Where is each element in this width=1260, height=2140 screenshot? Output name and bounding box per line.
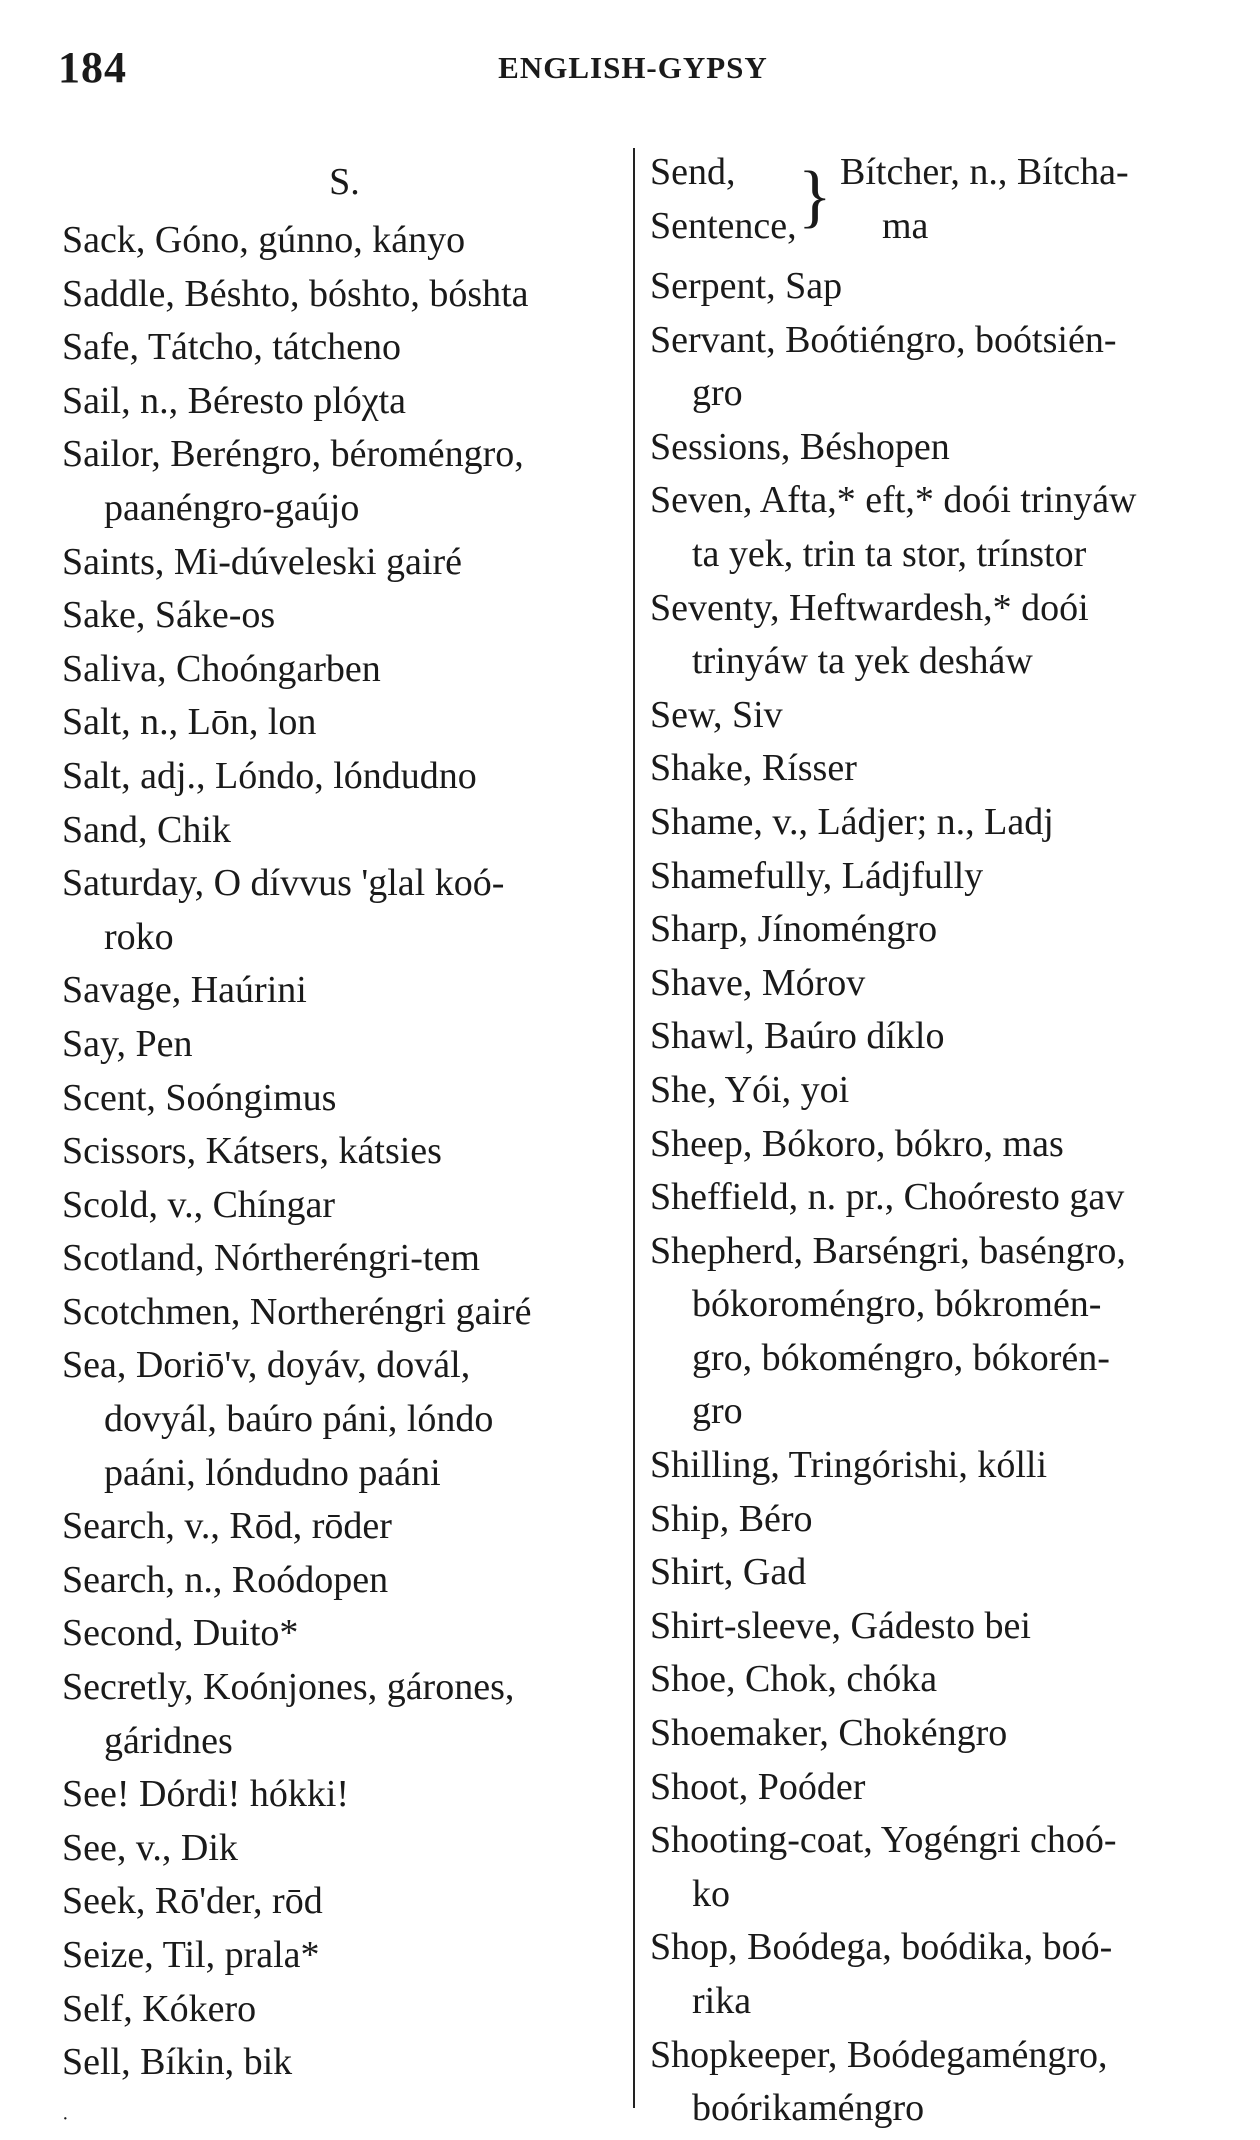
dictionary-entry: Shilling, Tringórishi, kólli	[650, 1444, 1047, 1487]
dictionary-entry: Scent, Soóngimus	[62, 1076, 337, 1119]
dictionary-entry: Saddle, Béshto, bóshto, bóshta	[62, 272, 529, 315]
dictionary-entry: Shepherd, Barséngri, baséngro,	[650, 1229, 1126, 1272]
page-number: 184	[58, 43, 127, 92]
dictionary-entry: Secretly, Koónjones, gárones,	[62, 1666, 515, 1709]
dictionary-entry: Shave, Mórov	[650, 961, 866, 1004]
left-entries	[62, 214, 627, 2090]
dictionary-entry: Saints, Mi-dúveleski gairé	[62, 540, 462, 583]
entry-continuation-line: paáni, lóndudno paáni	[104, 1451, 441, 1494]
entry-continuation-line: ko	[692, 1872, 730, 1915]
bracketed-entry	[650, 146, 1210, 260]
entry-continuation-line: ta yek, trin ta stor, trínstor	[692, 532, 1087, 575]
dictionary-entry: Shame, v., Ládjer; n., Ladj	[650, 800, 1054, 843]
dictionary-entry: Shooting-coat, Yogéngri choó-	[650, 1819, 1117, 1862]
dictionary-entry: Shawl, Baúro díklo	[650, 1015, 945, 1058]
dictionary-entry: Seek, Rō'der, rōd	[62, 1880, 323, 1923]
dictionary-entry: Sack, Góno, gúnno, kányo	[62, 219, 466, 261]
section-letter: S.	[329, 161, 360, 203]
entry-continuation-line: dovyál, baúro páni, lóndo	[104, 1398, 494, 1441]
left-column	[62, 146, 627, 2090]
column-divider	[633, 148, 635, 2108]
dictionary-entry: Shamefully, Ládjfully	[650, 854, 984, 897]
dictionary-entry: Sand, Chik	[62, 808, 231, 851]
curly-bracket: }	[798, 158, 832, 235]
dictionary-entry: Sheffield, n. pr., Choóresto gav	[650, 1176, 1125, 1219]
entry-continuation-line: gáridnes	[104, 1719, 233, 1762]
page-header	[58, 42, 1208, 102]
bracket-term-send: Send,	[650, 151, 736, 193]
dictionary-entry: Salt, n., Lōn, lon	[62, 701, 317, 744]
dictionary-entry: Sell, Bíkin, bik	[62, 2041, 293, 2084]
dictionary-entry: Seventy, Heftwardesh,* doói	[650, 586, 1089, 629]
running-head: ENGLISH-GYPSY	[498, 50, 768, 85]
dictionary-entry: See! Dórdi! hókki!	[62, 1773, 350, 1816]
dictionary-entry: She, Yói, yoi	[650, 1068, 850, 1111]
dictionary-entry: Sea, Doriō'v, doyáv, dovál,	[62, 1344, 471, 1387]
entry-continuation-line: roko	[104, 915, 174, 958]
dictionary-entry: Shake, Rísser	[650, 747, 857, 790]
entry-continuation-line: bókoroméngro, bókromén-	[692, 1283, 1102, 1326]
dictionary-entry: Saliva, Choóngarben	[62, 647, 381, 690]
bracket-definition-line1: Bítcher, n., Bítcha-	[840, 151, 1129, 193]
dictionary-entry: Shirt, Gad	[650, 1551, 807, 1594]
entry-continuation-line: gro	[692, 1390, 743, 1433]
dictionary-entry: Shirt-sleeve, Gádesto bei	[650, 1604, 1031, 1647]
dictionary-entry: Search, v., Rōd, rōder	[62, 1505, 392, 1548]
entry-continuation-line: gro, bókoméngro, bókorén-	[692, 1336, 1110, 1379]
dictionary-entry: Sew, Siv	[650, 693, 783, 736]
bracket-term-sentence: Sentence,	[650, 204, 797, 247]
dictionary-entry: Scissors, Kátsers, kátsies	[62, 1130, 442, 1173]
dictionary-entry: Sake, Sáke-os	[62, 594, 276, 637]
dictionary-entry: Serpent, Sap	[650, 265, 843, 307]
dictionary-entry: Say, Pen	[62, 1022, 193, 1065]
dictionary-entry: Self, Kókero	[62, 1987, 257, 2030]
entry-continuation-line: trinyáw ta yek desháw	[692, 640, 1033, 683]
dictionary-entry: Shop, Boódega, boódika, boó-	[650, 1926, 1113, 1969]
dictionary-entry: Sailor, Beréngro, béroméngro,	[62, 433, 524, 476]
dictionary-entry: Seize, Til, prala*	[62, 1934, 320, 1976]
dictionary-entry: Scotland, Nórtheréngri-tem	[62, 1237, 480, 1280]
dictionary-entry: Shoot, Poóder	[650, 1765, 866, 1808]
entry-continuation-line: rika	[692, 1980, 752, 2022]
dictionary-entry: Shoe, Chok, chóka	[650, 1658, 938, 1701]
dictionary-entry: Salt, adj., Lóndo, lóndudno	[62, 754, 477, 797]
dictionary-entry: Savage, Haúrini	[62, 969, 307, 1012]
dictionary-entry: See, v., Dik	[62, 1826, 238, 1869]
dictionary-entry: Servant, Boótiéngro, boótsién-	[650, 318, 1117, 361]
dictionary-entry: Sessions, Béshopen	[650, 425, 950, 468]
dictionary-entry: Sharp, Jínoméngro	[650, 908, 938, 951]
print-speck: ·	[62, 2108, 69, 2130]
dictionary-entry: Shoemaker, Chokéngro	[650, 1712, 1008, 1755]
dictionary-entry: Ship, Béro	[650, 1497, 813, 1540]
dictionary-entry: Safe, Tátcho, tátcheno	[62, 326, 402, 369]
right-entries	[650, 260, 1210, 2136]
dictionary-entry: Search, n., Roódopen	[62, 1558, 389, 1601]
bracket-definition-line2: ma	[882, 204, 929, 247]
entry-continuation-line: gro	[692, 372, 743, 415]
right-column	[650, 146, 1210, 2136]
dictionary-entry: Second, Duito*	[62, 1612, 299, 1655]
dictionary-entry: Shopkeeper, Boódegaméngro,	[650, 2033, 1108, 2076]
dictionary-entry: Scotchmen, Northeréngri gairé	[62, 1290, 532, 1333]
dictionary-entry: Seven, Afta,* eft,* doói trinyáw	[650, 479, 1137, 522]
dictionary-entry: Sheep, Bókoro, bókro, mas	[650, 1122, 1064, 1165]
entry-continuation-line: paanéngro-gaújo	[104, 486, 360, 529]
dictionary-entry: Sail, n., Béresto plóχta	[62, 379, 407, 422]
dictionary-entry: Saturday, O dívvus 'glal koó-	[62, 862, 505, 905]
entry-continuation-line: boórikaméngro	[692, 2087, 925, 2130]
dictionary-entry: Scold, v., Chíngar	[62, 1183, 336, 1226]
